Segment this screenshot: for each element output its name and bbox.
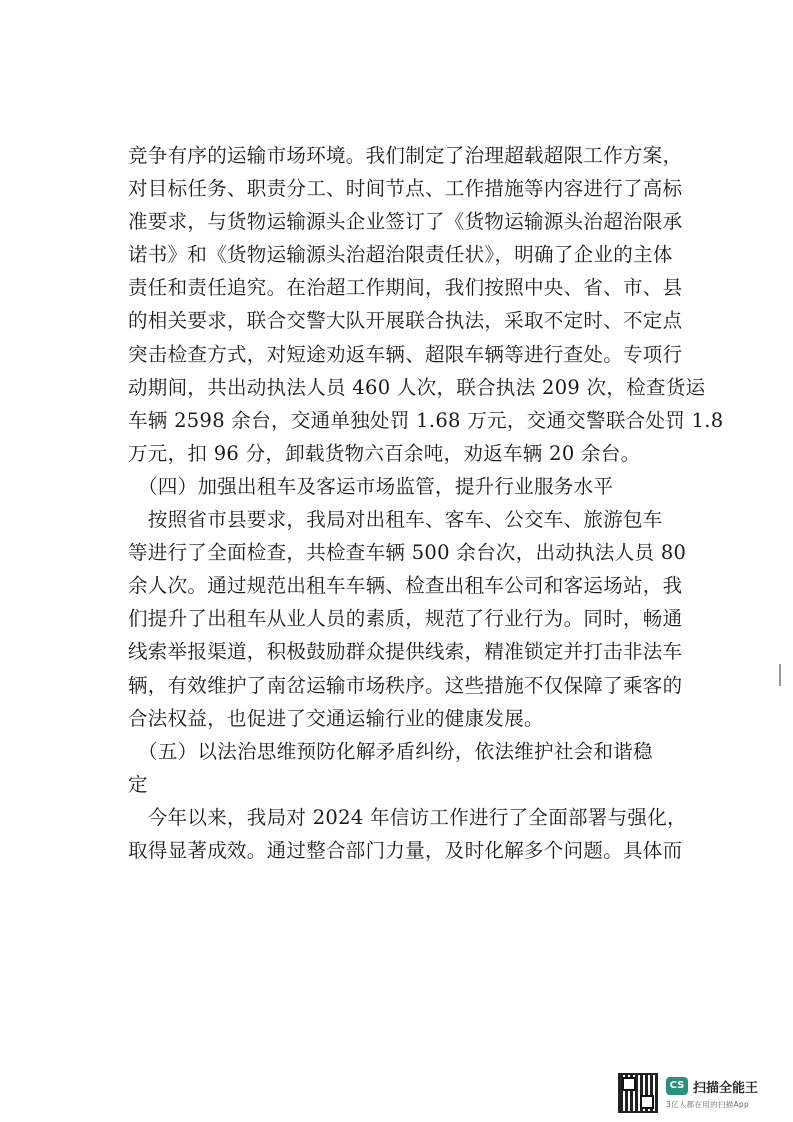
text-line: 动期间，共出动执法人员 460 人次，联合执法 209 次，检查货运	[128, 375, 706, 399]
body-text	[128, 139, 724, 867]
text-line: 突击检查方式，对短途劝返车辆、超限车辆等进行查处。专项行	[128, 342, 683, 366]
text-line: 诺书》和《货物运输源头治超治限责任状》，明确了企业的主体	[128, 243, 673, 267]
scanner-watermark	[618, 1070, 788, 1116]
section-heading: （四）加强出租车及客运市场监管，提升行业服务水平	[128, 474, 614, 498]
scan-edge-mark	[779, 664, 781, 686]
text-line: 今年以来，我局对 2024 年信访工作进行了全面部署与强化，	[128, 805, 687, 829]
text-line: 的相关要求，联合交警大队开展联合执法，采取不定时、不定点	[128, 309, 683, 333]
text-line: 余人次。通过规范出租车车辆、检查出租车公司和客运场站，我	[128, 574, 683, 598]
text-line: 准要求，与货物运输源头企业签订了《货物运输源头治超治限承	[128, 210, 683, 234]
watermark-brand-row	[666, 1077, 758, 1096]
text-line: 们提升了出租车从业人员的素质，规范了行业行为。同时，畅通	[128, 607, 683, 631]
text-line: 责任和责任追究。在治超工作期间，我们按照中央、省、市、县	[128, 276, 683, 300]
text-line: 等进行了全面检查，共检查车辆 500 余台次，出动执法人员 80	[128, 541, 687, 565]
text-line: 合法权益，也促进了交通运输行业的健康发展。	[128, 706, 544, 730]
watermark-brand-name: 扫描全能王	[693, 1080, 759, 1096]
section-heading: 定	[128, 772, 148, 796]
text-line: 按照省市县要求，我局对出租车、客车、公交车、旅游包车	[128, 508, 663, 532]
text-line: 竞争有序的运输市场环境。我们制定了治理超载超限工作方案，	[128, 144, 683, 167]
text-line: 万元，扣 96 分，卸载货物六百余吨，劝返车辆 20 余台。	[128, 441, 641, 465]
watermark-tagline: 3亿人都在用的扫描App	[666, 1099, 750, 1109]
text-line: 对目标任务、职责分工、时间节点、工作措施等内容进行了高标	[128, 177, 683, 201]
qr-code-icon	[618, 1073, 658, 1113]
section-heading: （五）以法治思维预防化解矛盾纠纷，依法维护社会和谐稳	[128, 739, 653, 763]
text-line: 辆，有效维护了南岔运输市场秩序。这些措施不仅保障了乘客的	[128, 673, 683, 697]
watermark-brand	[666, 1077, 758, 1110]
text-line: 线索举报渠道，积极鼓励群众提供线索，精准锁定并打击非法车	[128, 640, 683, 664]
text-line: 取得显著成效。通过整合部门力量，及时化解多个问题。具体而	[128, 838, 683, 862]
text-line: 车辆 2598 余台，交通单独处罚 1.68 万元，交通交警联合处罚 1.8	[128, 408, 724, 432]
cs-logo-icon: CS	[666, 1077, 688, 1095]
